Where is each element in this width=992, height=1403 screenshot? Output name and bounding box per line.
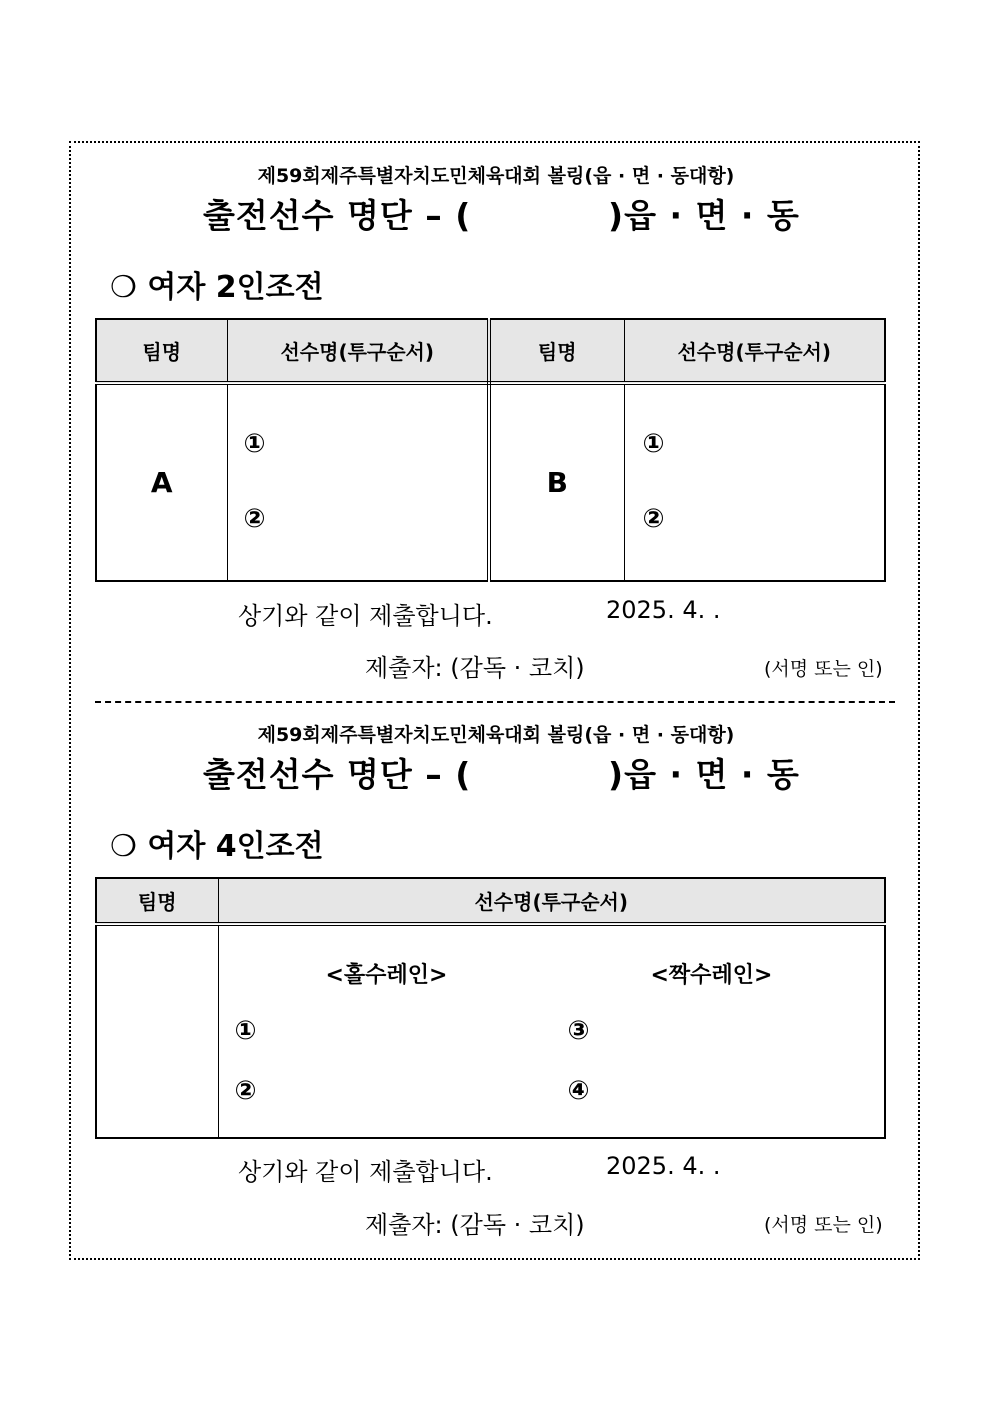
even-lane-label: <짝수레인> [650,963,773,988]
submitter-label: 제출자: (감독 · 코치) [365,654,585,682]
submission-date: 2025. 4. . [606,596,721,624]
section-heading: ❍ 여자 4인조전 [110,829,324,864]
form-title-right: )읍 · 면 · 동 [608,196,800,235]
player-order-2: ② [243,504,266,534]
player-order-header: 선수명(투구순서) [624,319,885,383]
player-order-3: ③ [567,1016,590,1046]
team-a-players-cell[interactable] [227,383,489,581]
submission-statement: 상기와 같이 제출합니다. [238,1158,493,1186]
submission-statement: 상기와 같이 제출합니다. [238,602,493,630]
signature-note: (서명 또는 인) [764,1214,883,1236]
player-order-header: 선수명(투구순서) [218,878,885,924]
form-title-right: )읍 · 면 · 동 [608,755,800,794]
player-order-header: 선수명(투구순서) [227,319,489,383]
player-order-2: ② [234,1076,257,1106]
submission-date: 2025. 4. . [606,1152,721,1180]
doubles-roster-table [95,318,886,582]
player-order-1: ① [234,1016,257,1046]
submitter-label: 제출자: (감독 · 코치) [365,1211,585,1239]
team-name-header: 팀명 [96,319,227,383]
player-order-4: ④ [567,1076,590,1106]
fours-roster-table [95,877,886,1139]
odd-lane-label: <홀수레인> [325,963,448,988]
signature-note: (서명 또는 인) [764,658,883,680]
team-name-header: 팀명 [96,878,218,924]
team-a-cell: A [96,383,227,581]
team-name-cell[interactable] [96,924,218,1138]
form-title-left: 출전선수 명단 – ( [203,196,472,235]
team-name-header: 팀명 [489,319,624,383]
form-title-left: 출전선수 명단 – ( [203,755,472,794]
team-b-cell: B [489,383,624,581]
section-heading: ❍ 여자 2인조전 [110,270,324,305]
event-subtitle: 제59회제주특별자치도민체육대회 볼링(읍 · 면 · 동대항) [257,724,735,746]
cut-line [95,701,895,703]
player-order-1: ① [243,429,266,459]
player-order-1: ① [642,429,665,459]
player-order-2: ② [642,504,665,534]
team-b-players-cell[interactable] [624,383,885,581]
players-cell[interactable] [218,924,885,1138]
event-subtitle: 제59회제주특별자치도민체육대회 볼링(읍 · 면 · 동대항) [257,165,735,187]
